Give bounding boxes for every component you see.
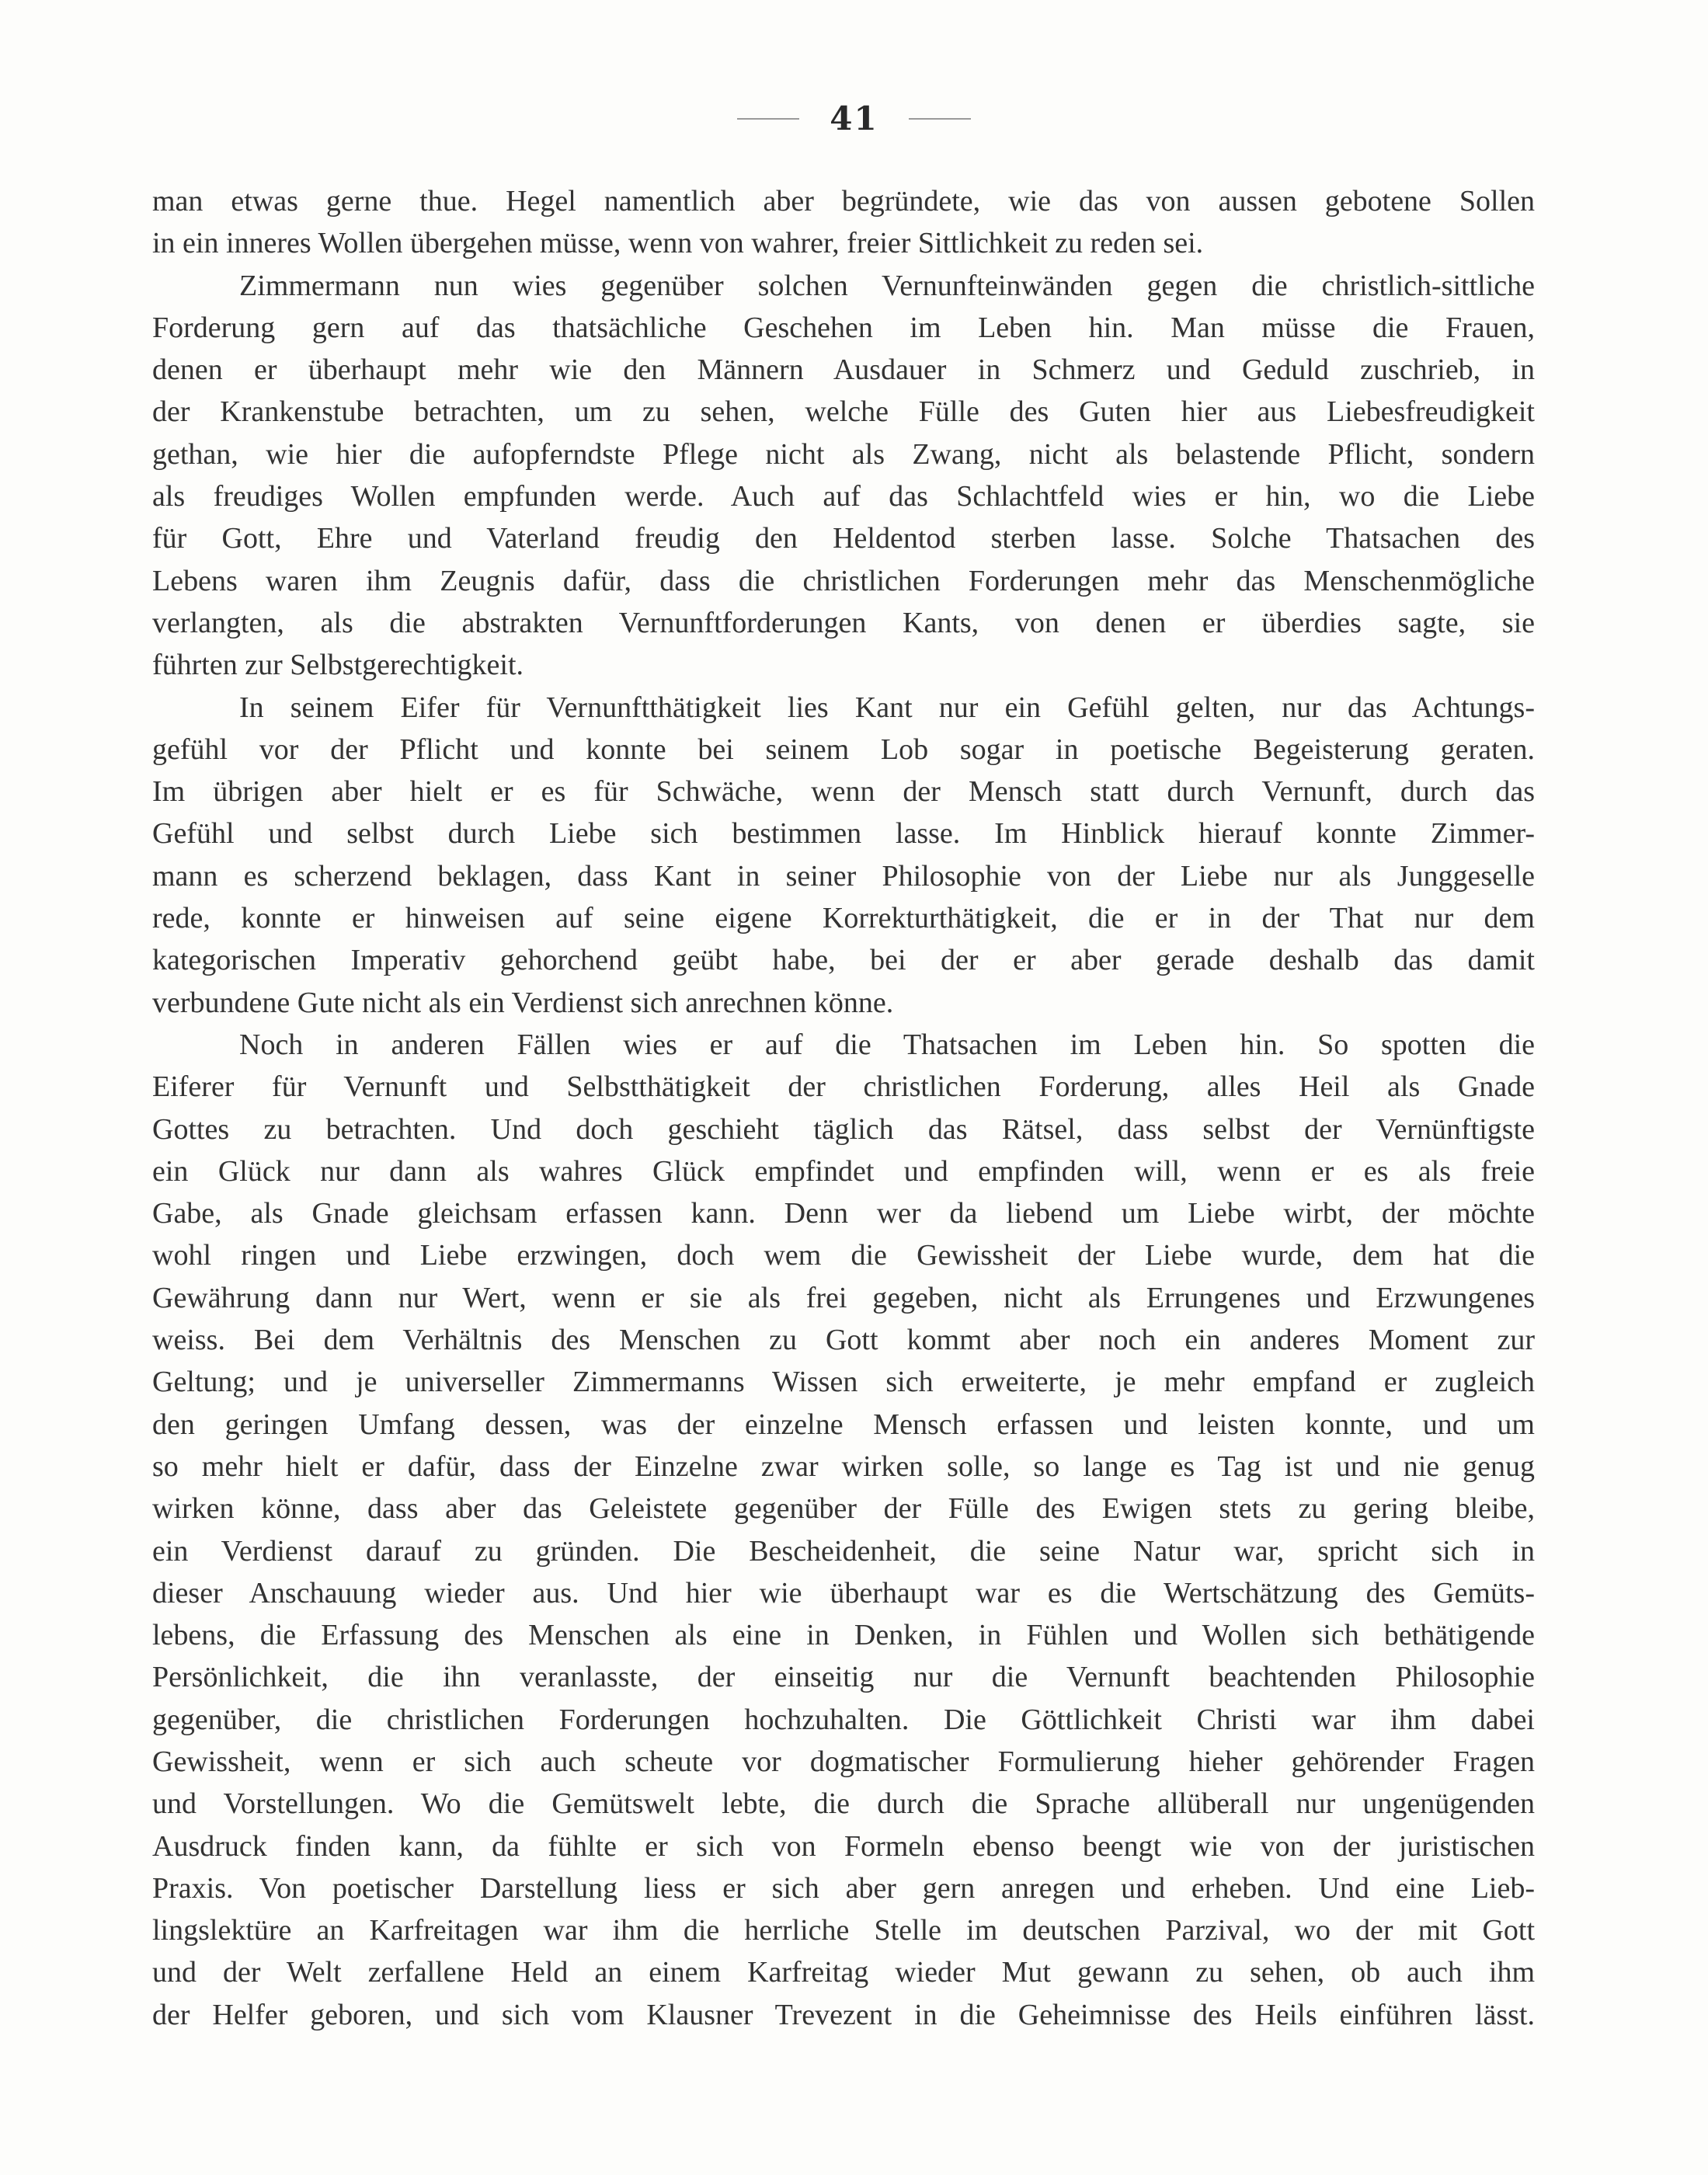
text-line: Praxis. Von poetischer Darstellung liess er sich aber gern anregen und erheben. Und eine Lieb- (152, 1871, 1535, 1905)
text-line: Lebens waren ihm Zeugnis dafür, dass die christlichen Forderungen mehr das Menschenmögliche (152, 564, 1535, 597)
text-line: Eiferer für Vernunft und Selbstthätigkeit der christlichen Forderung, alles Heil als Gnade (152, 1070, 1535, 1104)
text-line: Ausdruck finden kann, da fühlte er sich von Formeln ebenso beengt wie von der juristischen (152, 1829, 1535, 1863)
page-number: 41 (830, 99, 878, 137)
body-text (152, 180, 1535, 2036)
text-line: Forderung gern auf das thatsächliche Geschehen im Leben hin. Man müsse die Frauen, (152, 311, 1535, 344)
text-line: lingslektüre an Karfreitagen war ihm die herrliche Stelle im deutschen Parzival, wo der mit Gott (152, 1914, 1535, 1947)
paragraph-continuation (152, 180, 1535, 265)
text-line: gethan, wie hier die aufopferndste Pflege nicht als Zwang, nicht als belastende Pflicht, sondern (152, 437, 1535, 471)
text-line: mann es scherzend beklagen, dass Kant in seiner Philosophie von der Liebe nur als Junggeselle (152, 859, 1535, 893)
text-line: denen er überhaupt mehr wie den Männern Ausdauer in Schmerz und Geduld zuschrieb, in (152, 353, 1535, 387)
text-line: verbundene Gute nicht als ein Verdienst sich anrechnen könne. (152, 986, 894, 1019)
text-line: ein Glück nur dann als wahres Glück empfindet und empfinden will, wenn er es als freie (152, 1154, 1535, 1188)
text-line: kategorischen Imperativ gehorchend geübt habe, bei der er aber gerade deshalb das damit (152, 944, 1535, 977)
paragraph-kant-feeling (152, 687, 1535, 1024)
text-line: Gefühl und selbst durch Liebe sich bestimmen lasse. Im Hinblick hierauf konnte Zimmer- (152, 817, 1535, 851)
text-line: Gewissheit, wenn er sich auch scheute vor dogmatischer Formulierung hieher gehörender Fragen (152, 1745, 1535, 1778)
text-line: Geltung; und je universeller Zimmermanns Wissen sich erweiterte, je mehr empfand er zugleich (152, 1366, 1535, 1399)
text-line: der Krankenstube betrachten, um zu sehen, welche Fülle des Guten hier aus Liebesfreudigkeit (152, 395, 1535, 429)
text-line: Gottes zu betrachten. Und doch geschieht täglich das Rätsel, dass selbst der Vernünftigste (152, 1112, 1535, 1146)
text-line: verlangten, als die abstrakten Vernunftforderungen Kants, von denen er überdies sagte, sie (152, 606, 1535, 639)
text-line: Gabe, als Gnade gleichsam erfassen kann. Denn wer da liebend um Liebe wirbt, der möchte (152, 1197, 1535, 1230)
text-line: ein Verdienst darauf zu gründen. Die Bescheidenheit, die seine Natur war, spricht sich in (152, 1534, 1535, 1568)
text-line: Zimmermann nun wies gegenüber solchen Vernunfteinwänden gegen die christlich-sittliche (239, 269, 1535, 302)
text-line: gegenüber, die christlichen Forderungen hochzuhalten. Die Göttlichkeit Christi war ihm dabei (152, 1703, 1535, 1736)
text-line: Gewährung dann nur Wert, wenn er sie als frei gegeben, nicht als Errungenes und Erzwungenes (152, 1281, 1535, 1314)
header-rule-left (737, 118, 799, 120)
text-line: Noch in anderen Fällen wies er auf die Thatsachen im Leben hin. So spotten die (239, 1028, 1535, 1061)
text-line: weiss. Bei dem Verhältnis des Menschen zu Gott kommt aber noch ein anderes Moment zur (152, 1324, 1535, 1357)
text-line: Im übrigen aber hielt er es für Schwäche, wenn der Mensch statt durch Vernunft, durch das (152, 775, 1535, 809)
text-line: In seinem Eifer für Vernunftthätigkeit lies Kant nur ein Gefühl gelten, nur das Achtungs- (239, 691, 1535, 724)
text-line: der Helfer geboren, und sich vom Klausner Trevezent in die Geheimnisse des Heils einführen lässt. (152, 1998, 1535, 2031)
paragraph-other-cases (152, 1024, 1535, 2036)
text-line: rede, konnte er hinweisen auf seine eigene Korrekturthätigkeit, die er in der That nur dem (152, 902, 1535, 935)
text-line: und der Welt zerfallene Held an einem Karfreitag wieder Mut gewann zu sehen, ob auch ihm (152, 1956, 1535, 1989)
text-line: lebens, die Erfassung des Menschen als eine in Denken, in Fühlen und Wollen sich bethätigende (152, 1619, 1535, 1652)
text-line: und Vorstellungen. Wo die Gemütswelt lebte, die durch die Sprache allüberall nur ungenügenden (152, 1787, 1535, 1821)
text-line: so mehr hielt er dafür, dass der Einzelne zwar wirken solle, so lange es Tag ist und nie genug (152, 1449, 1535, 1483)
text-line: als freudiges Wollen empfunden werde. Auch auf das Schlachtfeld wies er hin, wo die Liebe (152, 480, 1535, 513)
text-line: Persönlichkeit, die ihn veranlasste, der einseitig nur die Vernunft beachtenden Philosophie (152, 1661, 1535, 1694)
text-line: wirken könne, dass aber das Geleistete gegenüber der Fülle des Ewigen stets zu gering bleibe, (152, 1492, 1535, 1526)
text-line: für Gott, Ehre und Vaterland freudig den Heldentod sterben lasse. Solche Thatsachen des (152, 522, 1535, 555)
text-line: man etwas gerne thue. Hegel namentlich aber begründete, wie das von aussen gebotene Sollen (152, 185, 1535, 218)
page-header (0, 99, 1708, 137)
text-line: in ein inneres Wollen übergehen müsse, wenn von wahrer, freier Sittlichkeit zu reden sei. (152, 227, 1204, 260)
text-line: dieser Anschauung wieder aus. Und hier wie überhaupt war es die Wertschätzung des Gemüts- (152, 1576, 1535, 1610)
text-line: führten zur Selbstgerechtigkeit. (152, 649, 524, 682)
paragraph-zimmermann-reply (152, 265, 1535, 687)
header-rule-right (909, 118, 971, 120)
text-line: wohl ringen und Liebe erzwingen, doch wem die Gewissheit der Liebe wurde, dem hat die (152, 1239, 1535, 1272)
text-line: den geringen Umfang dessen, was der einzelne Mensch erfassen und leisten konnte, und um (152, 1408, 1535, 1441)
text-line: gefühl vor der Pflicht und konnte bei seinem Lob sogar in poetische Begeisterung geraten. (152, 733, 1535, 766)
